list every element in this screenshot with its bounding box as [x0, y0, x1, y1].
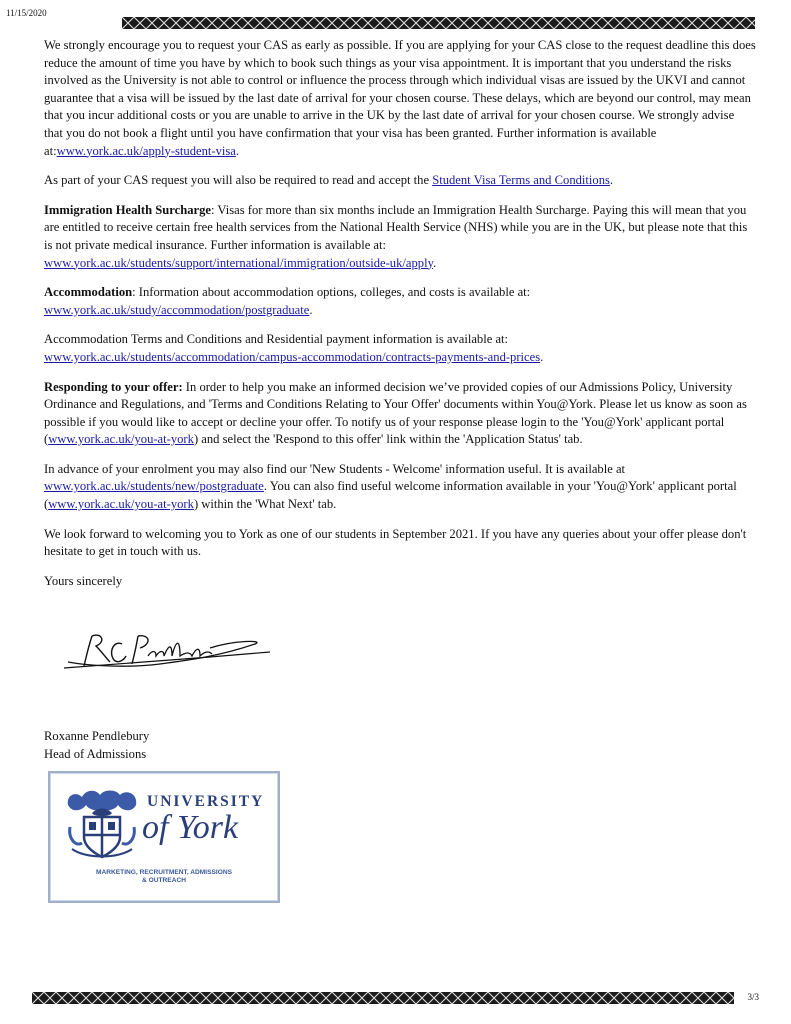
paragraph-cas: We strongly encourage you to request your CAS as early as possible. If you are applying for your CAS close to the request deadline this does reduce the amount of time you have by which to book such things as your visa appointment. It is important that you understand the risks involved as the University is not able to control or influence the process through which individual visas are issued by the UKVI and cannot guarantee that a visa will be issued by the last date of arrival for your chosen course. These delays, which are beyond our control, may mean that you incur additional costs or you are unable to arrive in the UK by the last date of arrival for your chosen course. We strongly advise that you do not book a flight until you have confirmation that your visa has been granted. Further information is available at:www.york.ac.uk/apply-student-visa.	[44, 38, 756, 158]
paragraph-new-students: In advance of your enrolment you may also find our 'New Students - Welcome' information useful. It is available at www.york.ac.uk/students/new/postgraduate. You can also find useful welcome information available in your 'You@York' applicant portal (www.york.ac.uk/you-at-york) within the 'What Next' tab.	[44, 461, 737, 512]
page-number: 3/3	[747, 992, 759, 1002]
link-new-postgraduate[interactable]: www.york.ac.uk/students/new/postgraduate	[44, 479, 264, 494]
paragraph-closing: We look forward to welcoming you to York as one of our students in September 2021. If you have any queries about your offer please don't hesitate to get in touch with us.	[44, 526, 747, 559]
paragraph-health-surcharge: Immigration Health Surcharge: Visas for more than six months include an Immigration Health Surcharge. Paying this will mean that you are entitled to receive certain free health services from the National Health Service (NHS) while you are in the UK, but please note that this is not private medical insurance. Further information is available at: www.york.ac.uk/students/support/international/immigration/outside-uk/apply.	[44, 202, 748, 270]
heading-health-surcharge: Immigration Health Surcharge	[44, 202, 211, 217]
letter-body	[44, 37, 756, 602]
paragraph-responding: Responding to your offer: In order to help you make an informed decision we’ve provided copies of our Admissions Policy, University Ordinance and Regulations, and 'Terms and Conditions Relating to Your Offer' documents within You@York. Please let us know as soon as possible if you would like to accept or decline your offer. To notify us of your response please login to the 'You@York' applicant portal (www.york.ac.uk/you-at-york) and select the 'Respond to this offer' link within the 'Application Status' tab.	[44, 379, 747, 447]
redaction-pattern	[122, 17, 755, 29]
signoff-block	[44, 728, 149, 763]
link-contracts-payments[interactable]: www.york.ac.uk/students/accommodation/campus-accommodation/contracts-payments-and-prices	[44, 349, 541, 364]
logo-york-text: of York	[142, 809, 239, 846]
paragraph-accommodation-terms: Accommodation Terms and Conditions and Residential payment information is available at: www.york.ac.uk/students/accommodation/campus-accommodation/contracts-payments-and-prices.	[44, 332, 544, 364]
link-apply-student-visa[interactable]: www.york.ac.uk/apply-student-visa	[56, 143, 236, 158]
paragraph-visa-terms: As part of your CAS request you will also be required to read and accept the Student Visa Terms and Conditions.	[44, 173, 614, 188]
signature	[60, 622, 275, 684]
logo-department-line-1: MARKETING, RECRUITMENT, ADMISSIONS	[95, 869, 233, 876]
link-immigration-apply[interactable]: www.york.ac.uk/students/support/international/immigration/outside-uk/apply	[44, 255, 434, 270]
logo-department-line-2: & OUTREACH	[142, 877, 186, 884]
university-of-york-logo	[48, 771, 280, 903]
paragraph-sincerely: Yours sincerely	[44, 573, 123, 588]
redaction-pattern-bottom	[32, 992, 734, 1004]
logo-university-text: UNIVERSITY	[147, 793, 265, 810]
link-student-visa-terms[interactable]: Student Visa Terms and Conditions	[432, 173, 610, 188]
signatory-name: Roxanne Pendlebury	[44, 729, 150, 743]
redaction-bar-bottom	[32, 992, 734, 1004]
heading-accommodation: Accommodation	[44, 285, 133, 300]
heading-responding: Responding to your offer:	[44, 379, 183, 394]
paragraph-accommodation: Accommodation: Information about accommodation options, colleges, and costs is available at: www.york.ac.uk/study/accommodation/postgraduate.	[44, 285, 531, 317]
link-you-at-york-2[interactable]: www.york.ac.uk/you-at-york	[48, 497, 194, 512]
print-date: 11/15/2020	[6, 8, 47, 18]
signatory-role: Head of Admissions	[44, 746, 147, 761]
link-you-at-york[interactable]: www.york.ac.uk/you-at-york	[48, 432, 194, 447]
redaction-bar-top	[122, 17, 755, 29]
coat-of-arms-icon	[62, 787, 142, 859]
link-accommodation-postgraduate[interactable]: www.york.ac.uk/study/accommodation/postgraduate	[44, 302, 310, 317]
